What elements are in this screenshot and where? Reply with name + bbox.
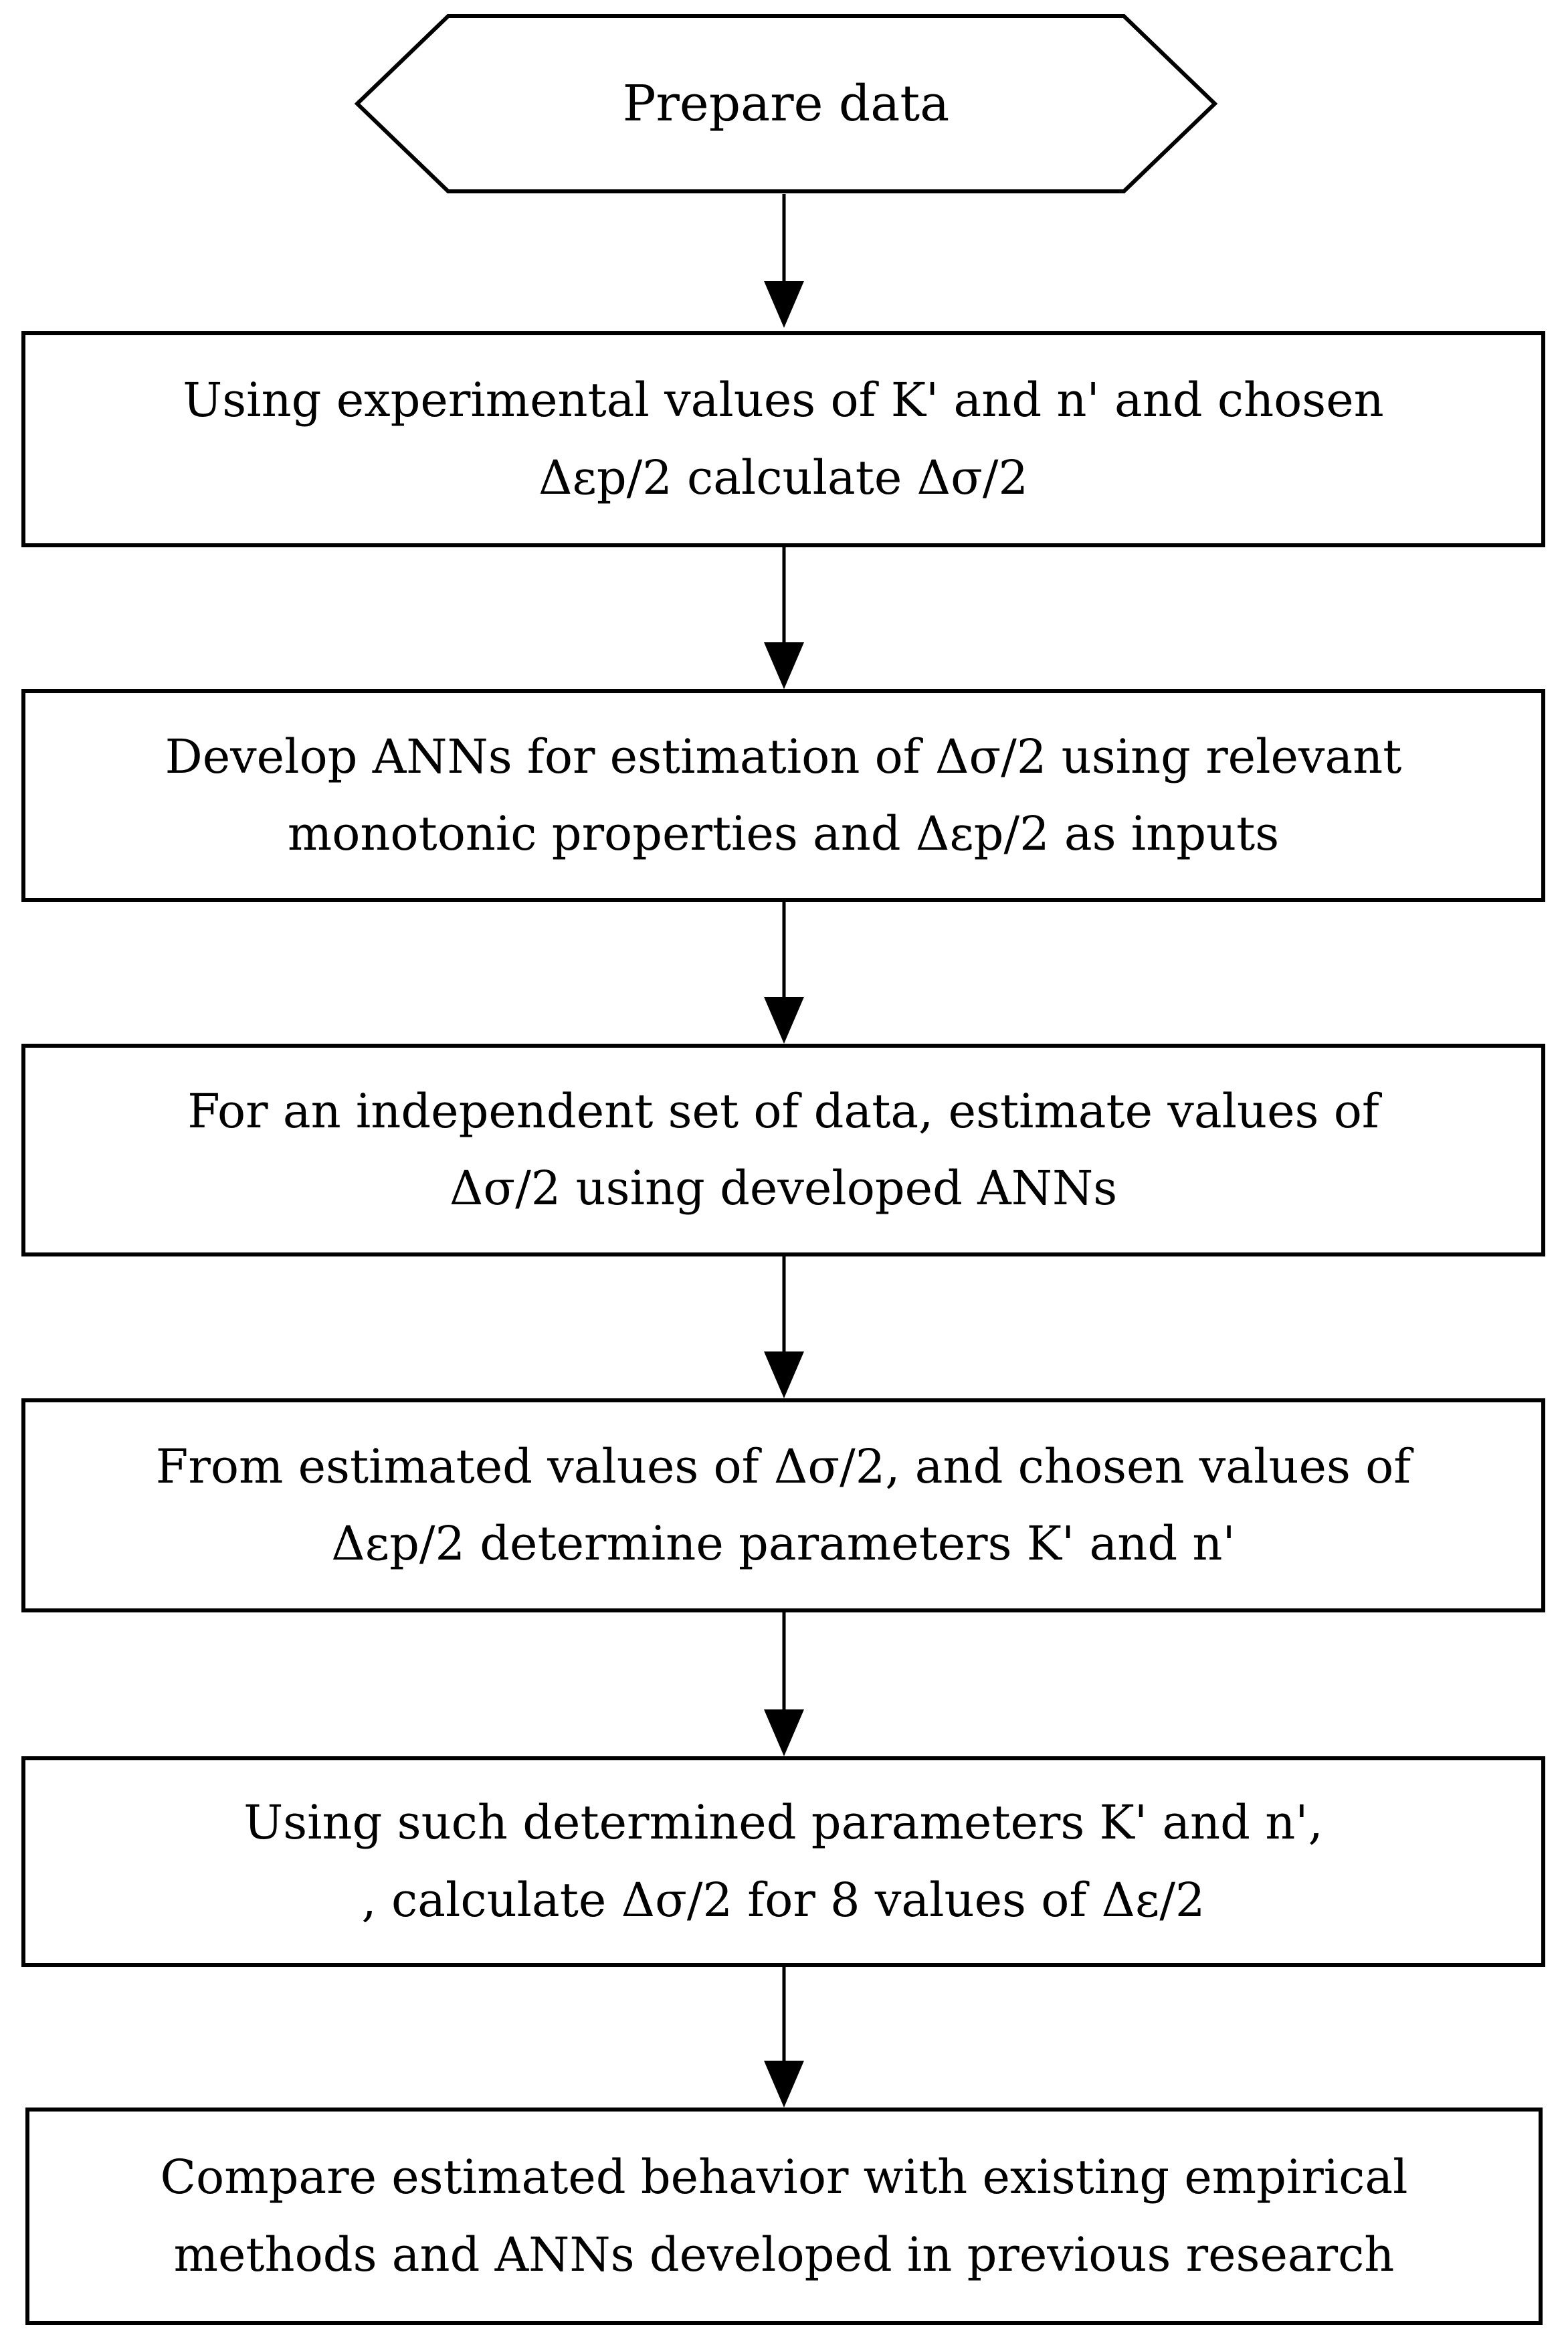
step-2-box — [21, 689, 1545, 902]
step-6-box — [25, 2108, 1543, 2325]
step-6-line-2: methods and ANNs developed in previous research — [173, 2227, 1395, 2282]
step-1-line-2: Δεp/2 calculate Δσ/2 — [538, 450, 1028, 505]
step-6-line-1: Compare estimated behavior with existing empirical — [160, 2150, 1408, 2205]
arrowhead-4 — [764, 1351, 804, 1398]
step-1-box — [21, 331, 1545, 547]
step-5-box — [21, 1756, 1545, 1967]
step-5-line-1: Using such determined parameters K' and n', — [243, 1795, 1323, 1850]
arrowhead-6 — [764, 2061, 804, 2108]
arrowhead-2 — [764, 642, 804, 689]
step-5-line-2: , calculate Δσ/2 for 8 values of Δε/2 — [361, 1872, 1205, 1928]
step-4-line-2: Δεp/2 determine parameters K' and n' — [331, 1516, 1236, 1571]
step-3-box — [21, 1044, 1545, 1256]
step-1-line-1: Using experimental values of K' and n' and chosen — [183, 373, 1384, 428]
start-label: Prepare data — [622, 75, 950, 132]
step-3-line-2: Δσ/2 using developed ANNs — [449, 1161, 1118, 1216]
arrowhead-3 — [764, 997, 804, 1044]
step-2-line-2: monotonic properties and Δεp/2 as inputs — [287, 806, 1280, 861]
step-4-box — [21, 1398, 1545, 1612]
step-2-line-1: Develop ANNs for estimation of Δσ/2 using relevant — [165, 729, 1402, 784]
arrowhead-1 — [764, 281, 804, 328]
step-4-line-1: From estimated values of Δσ/2, and chosen values of — [155, 1438, 1411, 1494]
step-3-line-1: For an independent set of data, estimate values of — [187, 1083, 1379, 1139]
arrowhead-5 — [764, 1709, 804, 1756]
